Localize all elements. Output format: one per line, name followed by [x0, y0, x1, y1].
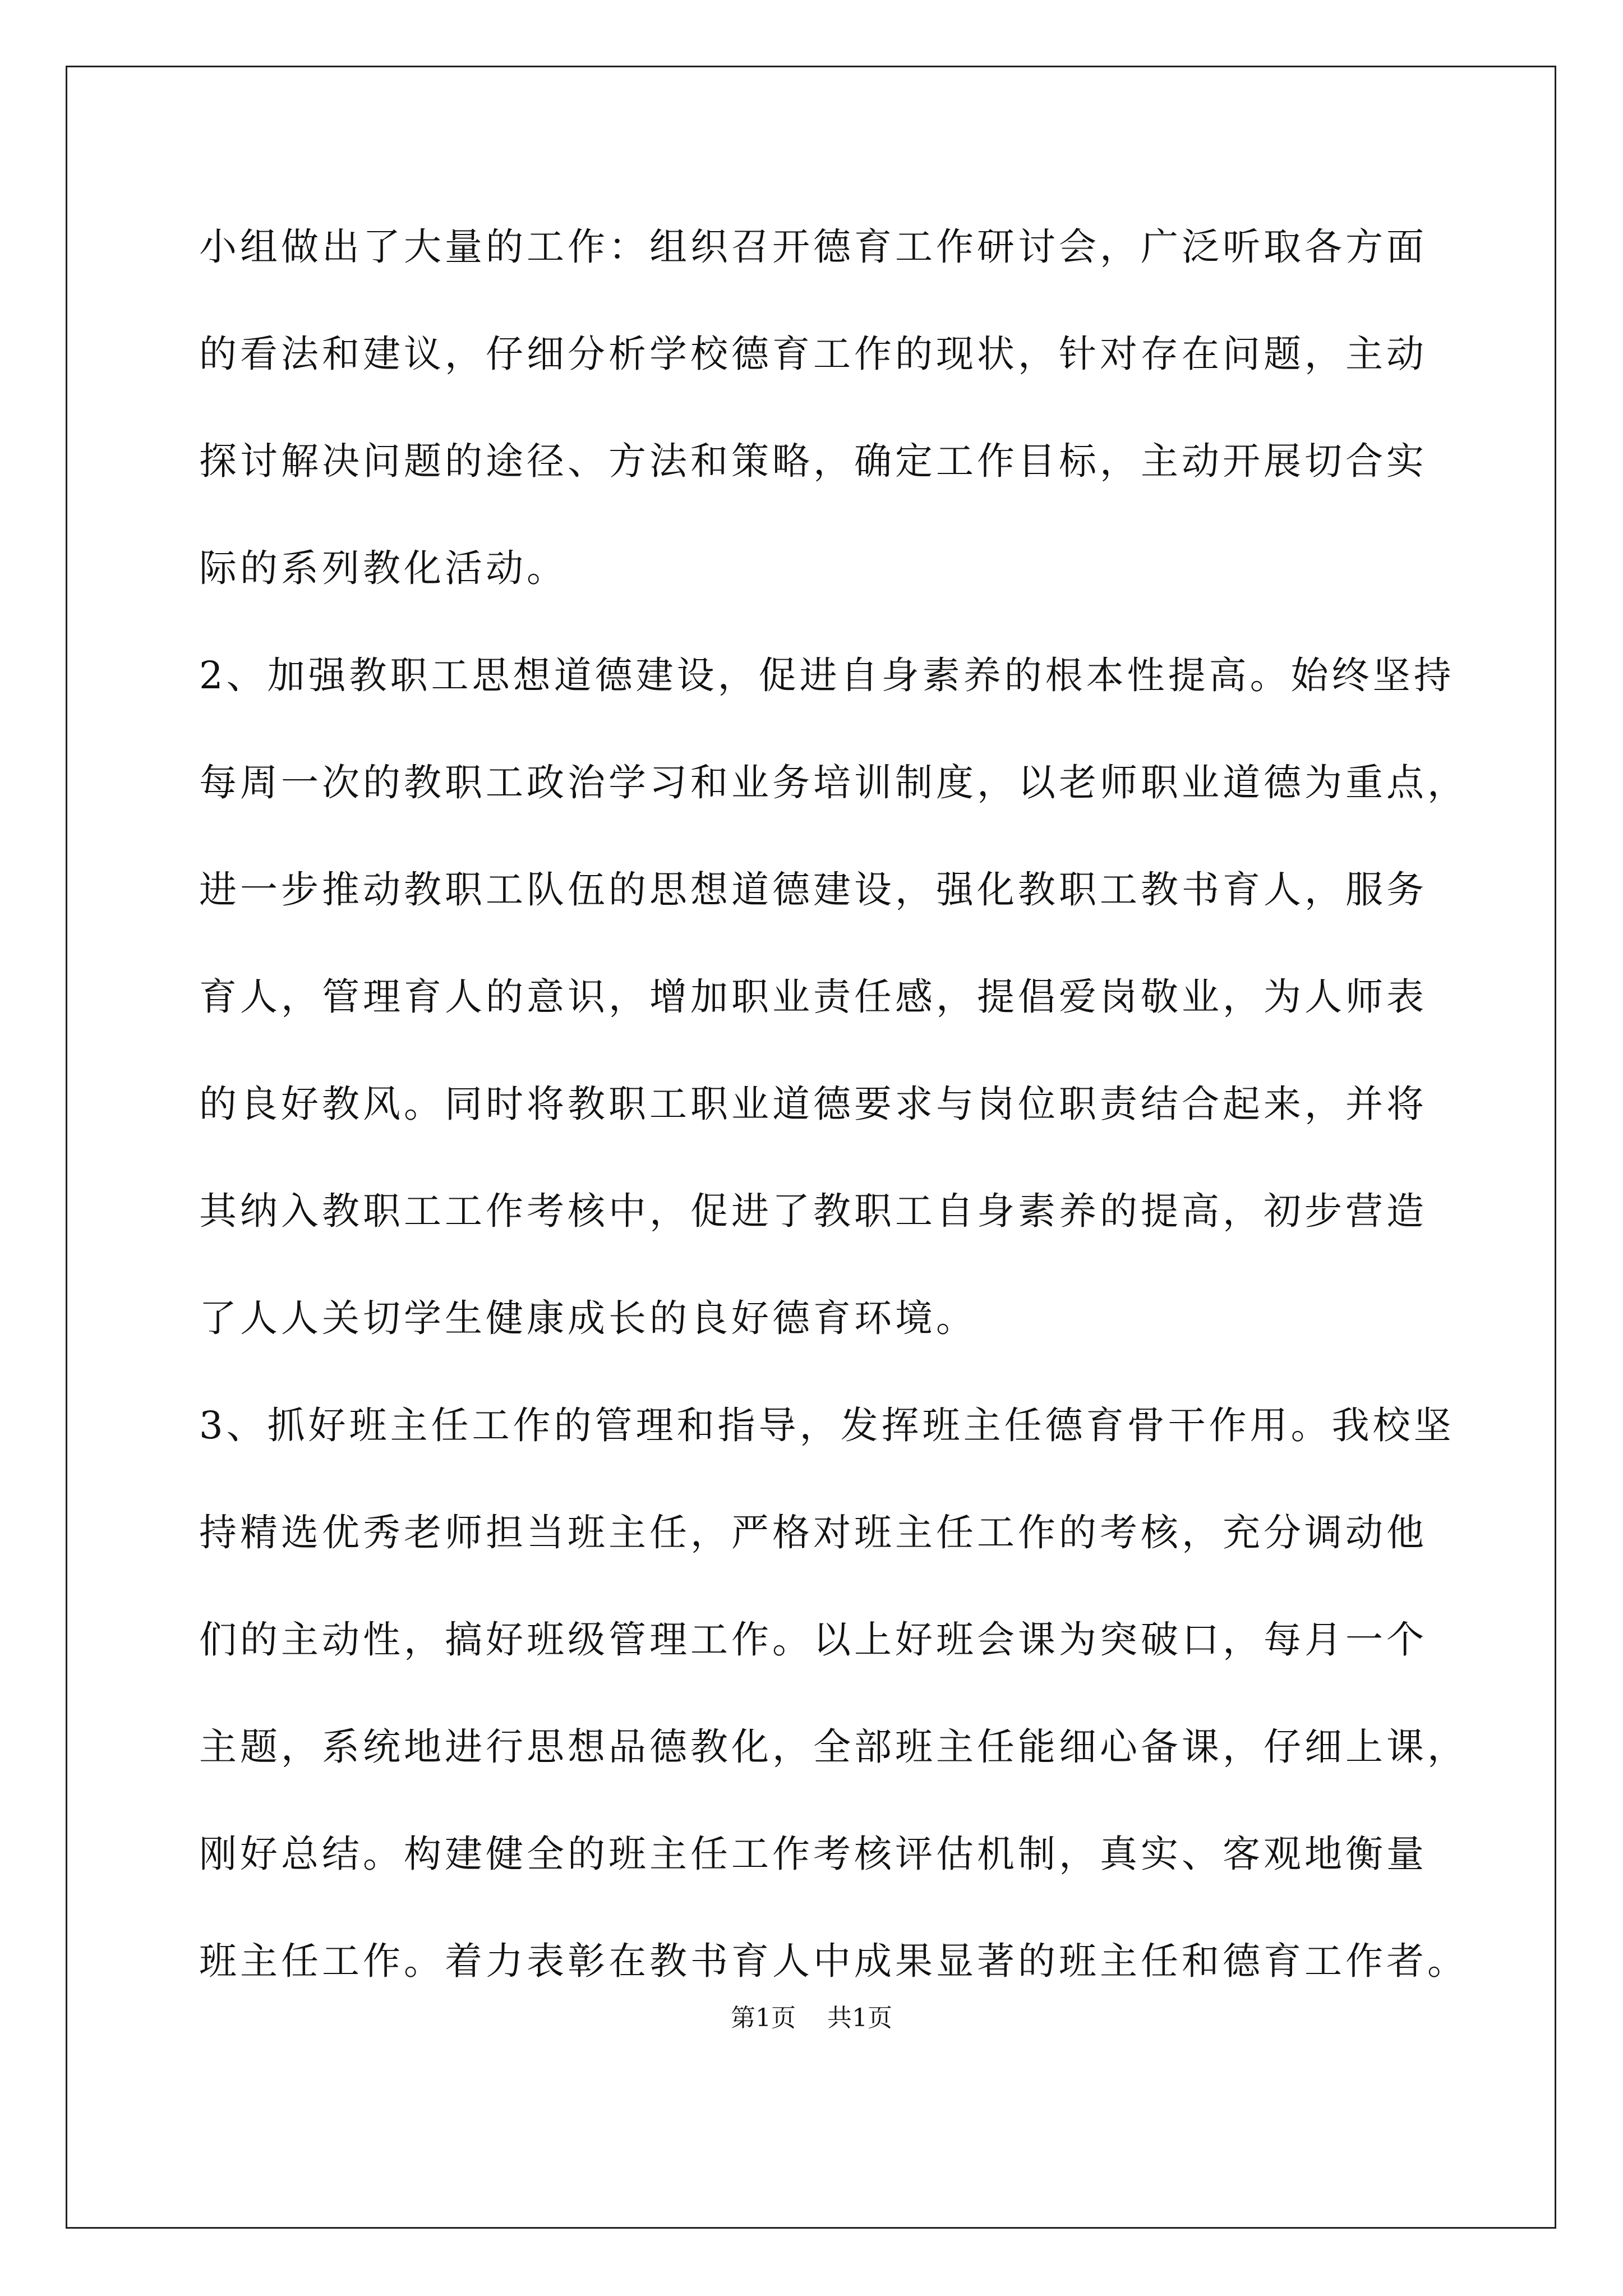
text-line: 际的系列教化活动。 [199, 546, 568, 590]
text-line: 们的主动性，搞好班级管理工作。以上好班会课为突破口，每月一个 [199, 1618, 1427, 1662]
page-number-current: 第1页 [731, 2004, 796, 2032]
text-line: 每周一次的教职工政治学习和业务培训制度，以老师职业道德为重点， [199, 761, 1468, 804]
text-line: 进一步推动教职工队伍的思想道德建设，强化教职工教书育人，服务 [199, 868, 1427, 912]
text-line: 探讨解决问题的途径、方法和策略，确定工作目标，主动开展切合实 [199, 439, 1427, 483]
text-line: 其纳入教职工工作考核中，促进了教职工自身素养的提高，初步营造 [199, 1189, 1427, 1233]
document-body [199, 213, 1468, 2035]
text-line: 了人人关切学生健康成长的良好德育环境。 [199, 1296, 977, 1340]
text-line: 2、加强教职工思想道德建设，促进自身素养的根本性提高。始终坚持 [199, 654, 1455, 697]
text-line: 的良好教风。同时将教职工职业道德要求与岗位职责结合起来，并将 [199, 1082, 1427, 1126]
page-footer [0, 2001, 1623, 2035]
text-line: 的看法和建议，仔细分析学校德育工作的现状，针对存在问题，主动 [199, 332, 1427, 376]
text-line: 3、抓好班主任工作的管理和指导，发挥班主任德育骨干作用。我校坚 [199, 1404, 1455, 1447]
page-number-total: 共1页 [827, 2004, 892, 2032]
text-line: 班主任工作。着力表彰在教书育人中成果显著的班主任和德育工作者。 [199, 1939, 1468, 1983]
text-line: 主题，系统地进行思想品德教化，全部班主任能细心备课，仔细上课， [199, 1725, 1468, 1769]
text-line: 持精选优秀老师担当班主任，严格对班主任工作的考核，充分调动他 [199, 1511, 1427, 1554]
text-line: 刚好总结。构建健全的班主任工作考核评估机制，真实、客观地衡量 [199, 1832, 1427, 1876]
text-line: 育人，管理育人的意识，增加职业责任感，提倡爱岗敬业，为人师表 [199, 975, 1427, 1019]
text-line: 小组做出了大量的工作：组织召开德育工作研讨会，广泛听取各方面 [199, 225, 1427, 269]
